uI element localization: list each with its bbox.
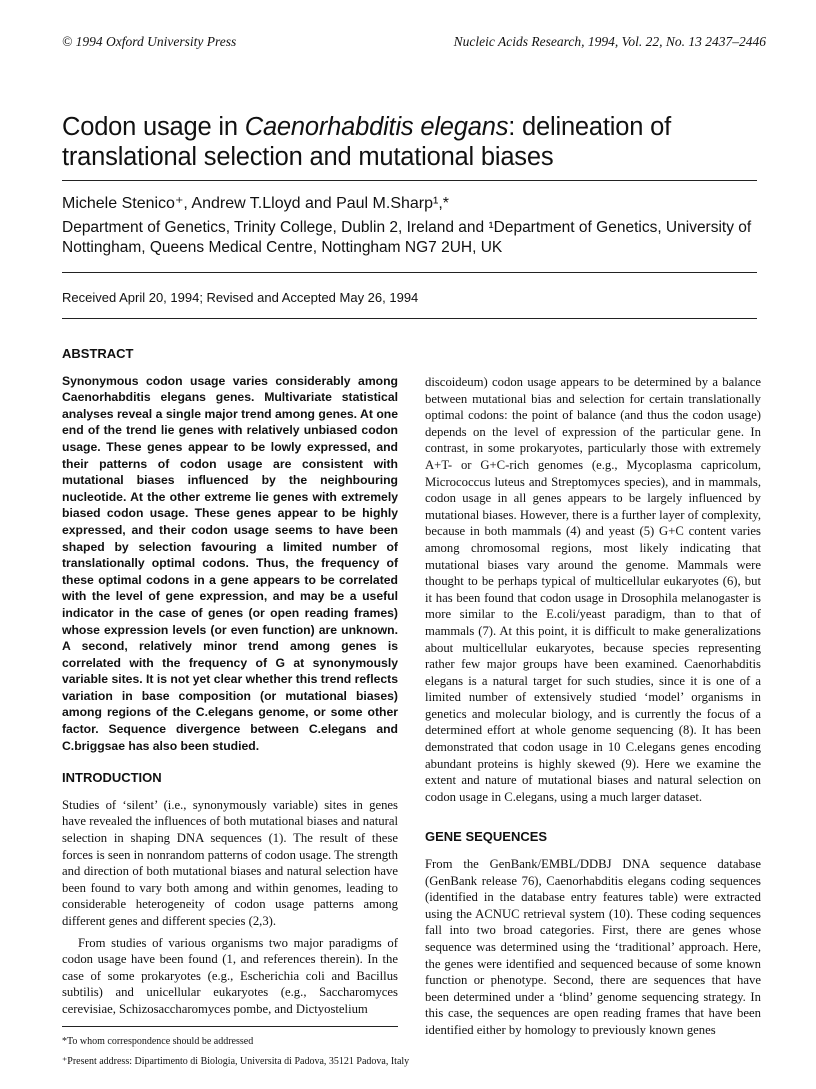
journal-citation-header: Nucleic Acids Research, 1994, Vol. 22, No. 13 2437–2446 [453, 34, 766, 49]
footnote-rule [62, 1026, 398, 1027]
affiliations: Department of Genetics, Trinity College, Dublin 2, Ireland and ¹Department of Genetics, University of Nottingham, Queens Medical Centre, Nottingham NG7 2UH, UK [62, 219, 752, 256]
title-part-1: Codon usage in [62, 113, 245, 141]
right-column [425, 374, 761, 1039]
introduction-paragraph-3: discoideum) codon usage appears to be determined by a balance between mutational bias and selection for certain translationally optimal codons: the point of balance (and thus the codon usage) depends on the level of expression of the particular gene. In contrast, in some prokaryotes, particularly those with extremely A+T- or G+C-rich genomes (e.g., Mycoplasma capricolum, Micrococcus luteus and Streptomyces species), and in mammals, codon usage in all genes appears to be largely influenced by mutational biases. However, there is a further layer of complexity, because in both mammals (4) and yeast (5) G+C content varies among chromosomal regions, most likely indicating that mutational biases vary around the genome. Mammals were thought to be perhaps typical of multicellular eukaryotes (6), but it has been found that codon usage in Drosophila melanogaster is more similar to the E.coli/yeast paradigm, than to that of mammals (7). At this point, it is difficult to make generalizations about multicellular eukaryotes, because species representing rather few major groups have been examined. Caenorhabditis elegans is a natural target for such studies, since it is one of a limited number of extensively studied ‘model’ organisms in genetics and molecular biology, and is currently the focus of a determined effort at whole genome sequencing (8). It has been demonstrated that codon usage in 10 C.elegans genes encoding abundant proteins is highly skewed (9). Here we examine the extent and nature of mutational biases and natural selection on codon usage in C.elegans, using a much larger dataset. [425, 375, 761, 804]
introduction-paragraph-2: From studies of various organisms two major paradigms of codon usage have been found (1, and references therein). In the case of some prokaryotes (e.g., Escherichia coli and Bacillus subtilis) and unicellular eukaryotes (e.g., Saccharomyces cerevisiae, Schizosaccharomyces pombe, and Dictyostelium [62, 935, 398, 1016]
title-rule [62, 180, 757, 181]
present-address-footnote: ⁺Present address: Dipartimento di Biologia, Universita di Padova, 35121 Padova, Italy [62, 1056, 410, 1067]
introduction-paragraph-1: Studies of ‘silent’ (i.e., synonymously variable) sites in genes have revealed the influences of both mutational biases and natural selection in shaping DNA sequences (1). The result of these forces is seen in nonrandom patterns of codon usage. The strength and direction of both mutational biases and natural selection have been found to vary both among and within genomes, leading to considerable heterogeneity of codon usage patterns among different genes and different species (2,3). [62, 797, 398, 928]
correspondence-footnote: *To whom correspondence should be addressed [62, 1036, 254, 1047]
gene-sequences-heading: GENE SEQUENCES [425, 829, 548, 845]
received-dates: Received April 20, 1994; Revised and Accepted May 26, 1994 [62, 290, 419, 305]
article-title [62, 112, 762, 172]
introduction-heading: INTRODUCTION [62, 770, 162, 786]
title-species: Caenorhabditis elegans [244, 113, 509, 141]
received-rule [62, 318, 757, 319]
copyright-header: © 1994 Oxford University Press [62, 34, 237, 49]
affiliation-rule [62, 272, 757, 273]
abstract-heading: ABSTRACT [62, 346, 134, 361]
left-column [62, 346, 398, 1018]
gene-sequences-paragraph-1: From the GenBank/EMBL/DDBJ DNA sequence database (GenBank release 76), Caenorhabditis elegans coding sequences (identified in the database entry features table) were extracted using the ACNUC retrieval system (10). These coding sequences fall into two broad categories. First, there are genes whose sequence was determined using the ‘traditional’ approach. Here, the genes were identified and sequenced because of some known function or phenotype. Second, there are sequences that have been determined under a ‘blind’ genome sequencing strategy. In this case, the sequences are open reading frames that have been identified either by homology to previously known genes [425, 857, 761, 1037]
author-list: Michele Stenico⁺, Andrew T.Lloyd and Paul M.Sharp¹,* [62, 195, 450, 212]
title-part-2: : delineation of translational selection and mutational biases [62, 113, 671, 171]
abstract-text: Synonymous codon usage varies considerably among Caenorhabditis elegans genes. Multivariate statistical analyses reveal a single major trend among genes. At one end of the trend lie genes with relatively unbiased codon usage. These genes appear to be lowly expressed, and their patterns of codon usage are consistent with mutational biases influenced by the neighbouring nucleotide. At the other extreme lie genes with extremely biased codon usage. These genes appear to be highly expressed, and their codon usage seems to have been shaped by selection favouring a limited number of translationally optimal codons. Thus, the frequency of these optimal codons in a gene appears to be correlated with the level of gene expression, and may be a useful indicator in the case of genes (or open reading frames) whose expression levels (or even function) are unknown. A second, relatively minor trend among genes is correlated with the frequency of G at synonymously variable sites. It is not yet clear whether this trend reflects variation in base composition (or mutational biases) among regions of the C.elegans genome, or some other factor. Sequence divergence between C.elegans and C.briggsae has also been studied. [62, 373, 398, 753]
